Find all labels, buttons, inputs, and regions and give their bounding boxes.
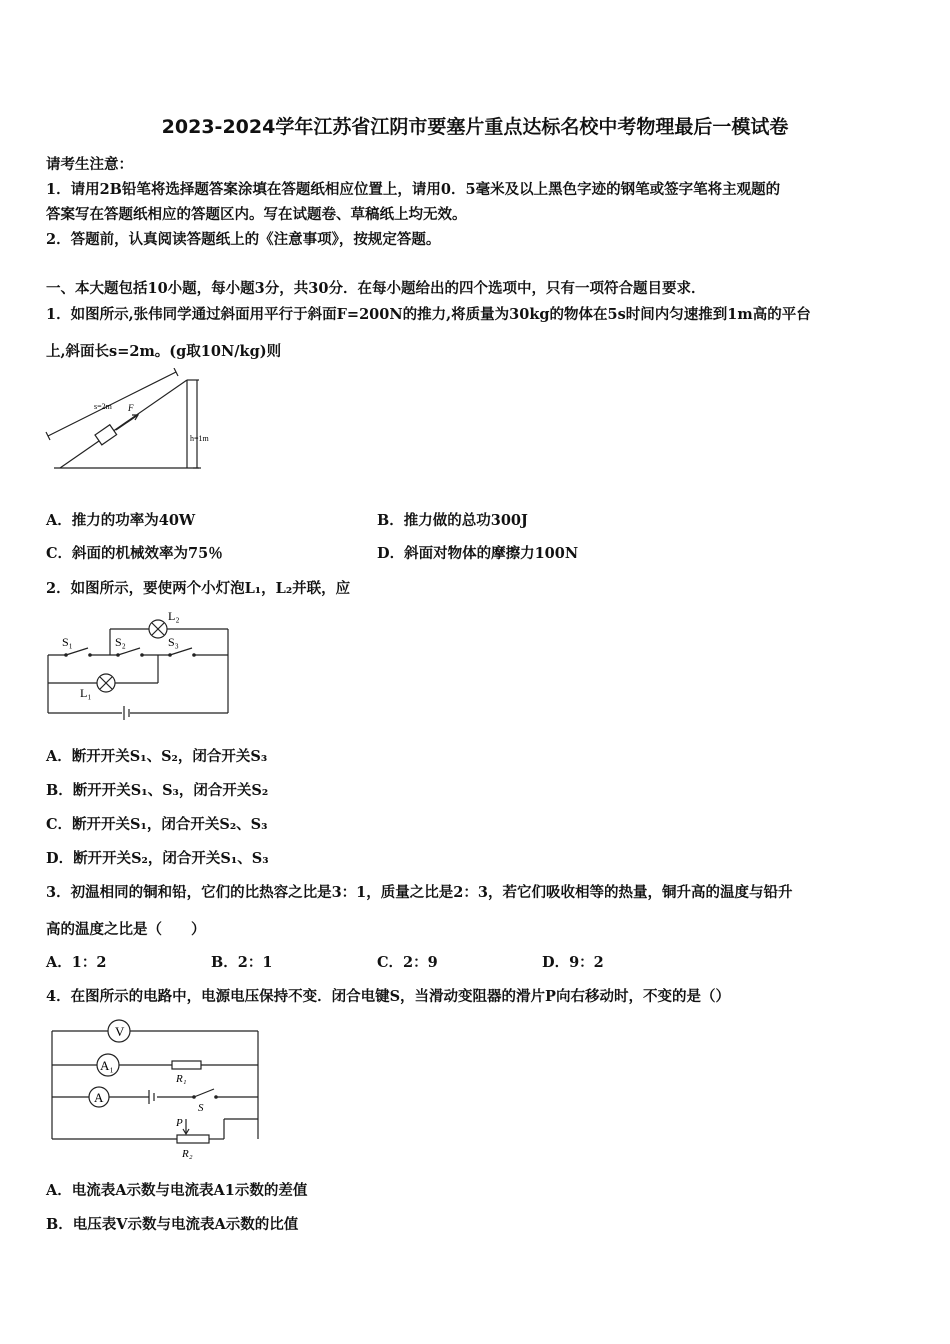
q4-option-b[interactable]: B．电压表V示数与电流表A示数的比值 <box>46 1216 299 1233</box>
q2-stem: 2．如图所示，要使两个小灯泡L₁，L₂并联，应 <box>46 580 351 597</box>
q1-stem-a: 1．如图所示,张伟同学通过斜面用平行于斜面F=200N的推力,将质量为30kg的物体在5s时间内匀速推到1m高的平台 <box>46 306 811 323</box>
q2-switch-s3 <box>170 648 192 655</box>
q1-slope-line <box>60 380 187 468</box>
q3-stem-b: 高的温度之比是（ ） <box>46 921 206 938</box>
q2-s3-label: S₃ <box>168 635 179 649</box>
q3-option-c[interactable]: C．2：9 <box>377 954 438 971</box>
q3-option-d[interactable]: D．9：2 <box>542 954 604 971</box>
q2-option-c[interactable]: C．断开开关S₁，闭合开关S₂、S₃ <box>46 816 268 833</box>
q4-p-label: P <box>176 1117 183 1129</box>
q2-option-b[interactable]: B．断开开关S₁、S₃，闭合开关S₂ <box>46 782 269 799</box>
q4-v-label: V <box>115 1024 125 1039</box>
q3-option-b[interactable]: B．2：1 <box>211 954 273 971</box>
q4-r1-label: R₁ <box>176 1073 187 1085</box>
q1-h-label: h=1m <box>190 434 209 443</box>
q1-stem-b: 上,斜面长s=2m。(g取10N/kg)则 <box>46 343 282 360</box>
notice-item-1b: 答案写在答题纸相应的答题区内。写在试题卷、草稿纸上均无效。 <box>46 206 467 223</box>
q4-option-a[interactable]: A．电流表A示数与电流表A1示数的差值 <box>46 1182 308 1199</box>
q2-s1-label: S₁ <box>62 635 73 649</box>
q2-option-a[interactable]: A．断开开关S₁、S₂，闭合开关S₃ <box>46 748 268 765</box>
notice-item-1a: 1．请用2B铅笔将选择题答案涂填在答题纸相应位置上，请用0．5毫米及以上黑色字迹的钢笔或签字笔将主观题的 <box>46 181 781 198</box>
q2-l2-label: L₂ <box>168 609 180 623</box>
q3-stem-a: 3．初温相同的铜和铅，它们的比热容之比是3：1，质量之比是2：3，若它们吸收相等的热量，铜升高的温度与铅升 <box>46 884 793 901</box>
q4-s-label: S <box>198 1102 204 1114</box>
q2-l1-label: L₁ <box>80 686 92 700</box>
q4-a-label: A <box>94 1090 104 1105</box>
q1-length-arrow <box>48 372 176 436</box>
q1-option-c[interactable]: C．斜面的机械效率为75％ <box>46 545 223 562</box>
q2-option-d[interactable]: D．断开开关S₂，闭合开关S₁、S₃ <box>46 850 269 867</box>
q4-stem: 4．在图所示的电路中，电源电压保持不变．闭合电键S，当滑动变阻器的滑片P向右移动时，不变的是（） <box>46 988 730 1005</box>
q4-resistor-r1 <box>172 1061 201 1069</box>
q1-option-d[interactable]: D．斜面对物体的摩擦力100N <box>377 545 579 562</box>
q1-option-a[interactable]: A．推力的功率为40W <box>46 512 196 529</box>
q4-rheostat-r2 <box>177 1135 209 1143</box>
page-title: 2023-2024学年江苏省江阴市要塞片重点达标名校中考物理最后一模试卷 <box>161 116 789 138</box>
q1-incline-figure <box>44 368 224 478</box>
q2-switch-s1 <box>66 648 88 655</box>
notice-item-2: 2．答题前，认真阅读答题纸上的《注意事项》，按规定答题。 <box>46 231 441 248</box>
q1-option-b[interactable]: B．推力做的总功300J <box>377 512 528 529</box>
q2-s2-label: S₂ <box>115 635 126 649</box>
section-heading: 一、本大题包括10小题，每小题3分，共30分．在每小题给出的四个选项中，只有一项符合题目要求． <box>46 280 706 297</box>
q4-circuit-figure <box>46 1015 271 1163</box>
q4-a1-label: A₁ <box>100 1058 114 1073</box>
q2-switch-s2 <box>118 648 140 655</box>
q1-s-label: s=2m <box>94 402 112 411</box>
q4-r2-label: R₂ <box>182 1148 193 1160</box>
q4-switch-s <box>194 1089 214 1097</box>
q1-f-label: F <box>128 403 134 413</box>
q2-circuit-figure <box>40 605 240 720</box>
q1-force-arrow <box>116 415 138 430</box>
notice-heading: 请考生注意： <box>46 156 133 173</box>
q3-option-a[interactable]: A．1：2 <box>46 954 107 971</box>
